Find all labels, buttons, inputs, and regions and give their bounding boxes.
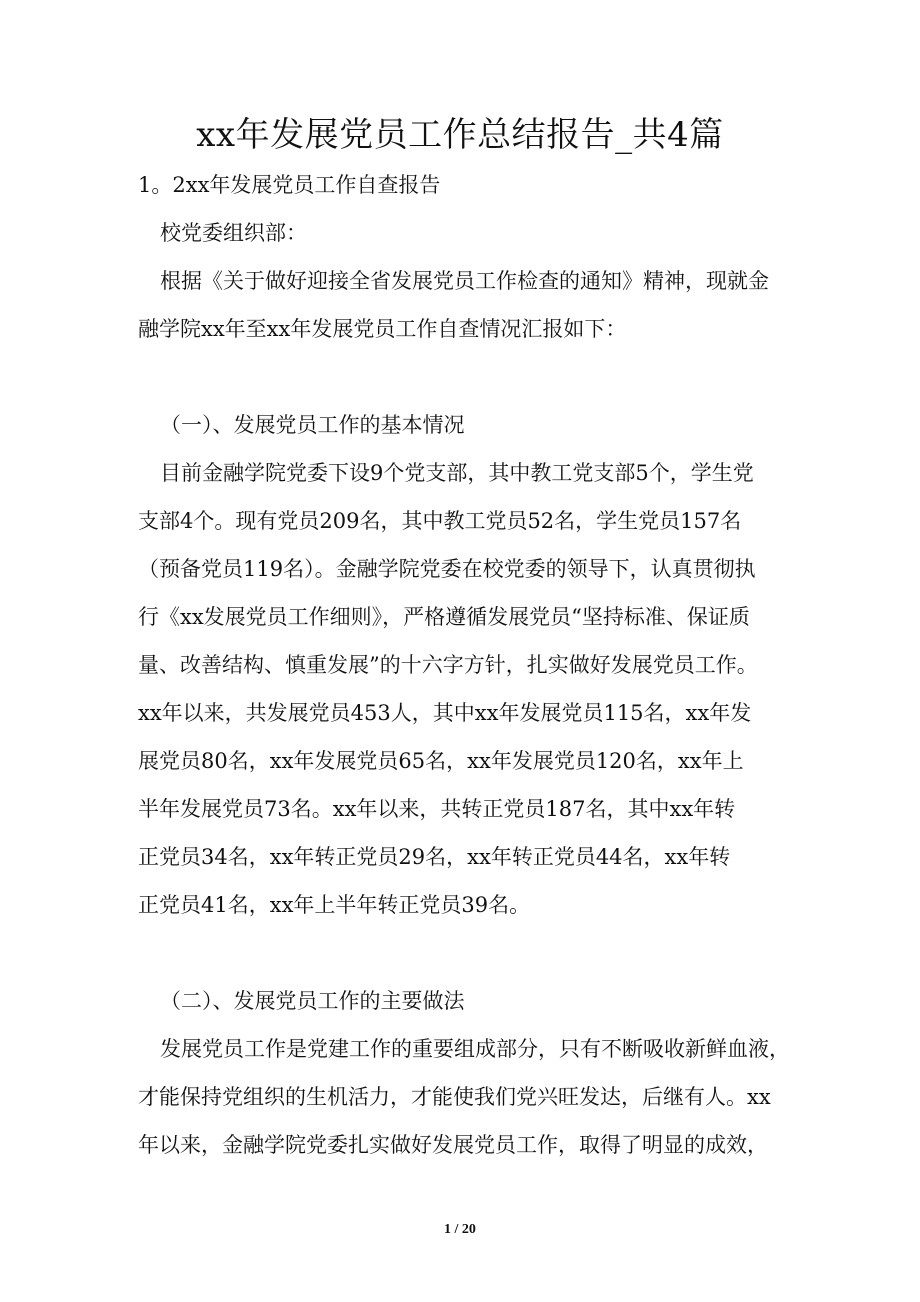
subsection-heading: （一）、发展党员工作的基本情况 <box>160 413 465 437</box>
paragraph-line: 根据《关于做好迎接全省发展党员工作检查的通知》精神，现就金 <box>160 269 769 293</box>
paragraph-line: 融学院xx年至xx年发展党员工作自查情况汇报如下： <box>138 317 627 341</box>
paragraph-line: （预备党员119名）。金融学院党委在校党委的领导下，认真贯彻执 <box>138 557 756 581</box>
paragraph-line: 行《xx发展党员工作细则》，严格遵循发展党员“坚持标准、保证质 <box>138 605 750 629</box>
paragraph-line: 正党员34名，xx年转正党员29名，xx年转正党员44名，xx年转 <box>138 845 731 869</box>
paragraph-line: 年以来，金融学院党委扎实做好发展党员工作，取得了明显的成效， <box>138 1133 768 1157</box>
section-heading: 1。2xx年发展党员工作自查报告 <box>138 173 441 197</box>
paragraph-line: xx年以来，共发展党员453人，其中xx年发展党员115名，xx年发 <box>138 701 752 725</box>
paragraph-line: 量、改善结构、慎重发展”的十六字方针，扎实做好发展党员工作。 <box>138 653 758 677</box>
paragraph-line: 支部4个。现有党员209名，其中教工党员52名，学生党员157名 <box>138 509 742 533</box>
paragraph-line: 才能保持党组织的生机活力，才能使我们党兴旺发达，后继有人。xx <box>138 1085 771 1109</box>
paragraph-line: 展党员80名，xx年发展党员65名，xx年发展党员120名，xx年上 <box>138 749 744 773</box>
paragraph-line: 发展党员工作是党建工作的重要组成部分，只有不断吸收新鲜血液， <box>160 1037 790 1061</box>
paragraph-line: 正党员41名，xx年上半年转正党员39名。 <box>138 893 531 917</box>
page-number: 1 / 20 <box>444 1222 476 1237</box>
subsection-heading: （二）、发展党员工作的主要做法 <box>160 989 465 1013</box>
document-title: xx年发展党员工作总结报告_共4篇 <box>196 115 724 155</box>
addressee: 校党委组织部： <box>160 221 307 245</box>
paragraph-line: 半年发展党员73名。xx年以来，共转正党员187名，其中xx年转 <box>138 797 736 821</box>
paragraph-line: 目前金融学院党委下设9个党支部，其中教工党支部5个，学生党 <box>160 461 754 485</box>
